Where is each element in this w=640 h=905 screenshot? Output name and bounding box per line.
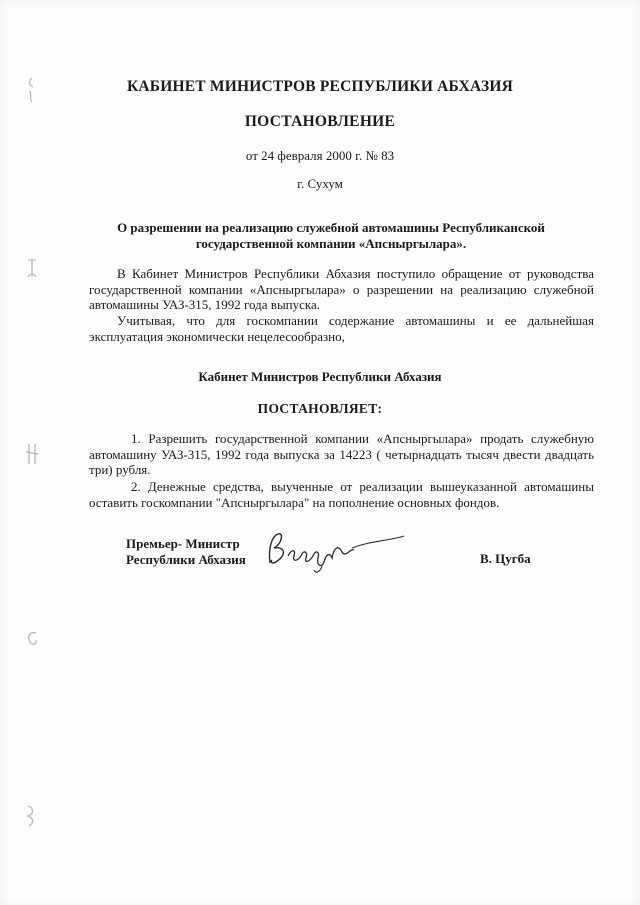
binding-mark-icon bbox=[20, 625, 44, 655]
binding-mark-icon bbox=[20, 800, 44, 830]
issuing-authority: КАБИНЕТ МИНИСТРОВ РЕСПУБЛИКИ АБХАЗИЯ bbox=[126, 78, 514, 95]
binding-mark-icon bbox=[20, 440, 44, 470]
resolving-body: Кабинет Министров Республики Абхазия bbox=[198, 369, 442, 384]
resolution-verb: ПОСТАНОВЛЯЕТ: bbox=[257, 401, 383, 416]
signatory-position bbox=[126, 536, 246, 568]
resolution-item: 2. Денежные средства, выученные от реализации вышеуказанной автомашины оставить госкомпании "Апсныргылара" на пополнение основных фондов. bbox=[89, 479, 594, 510]
document-city: г. Сухум bbox=[297, 176, 343, 191]
binding-mark-icon bbox=[20, 255, 44, 285]
document-date: от 24 февраля 2000 г. № 83 bbox=[245, 148, 395, 163]
document-subject: О разрешении на реализацию служебной автомашины Республиканской государственной компании «Апсныргылара». bbox=[117, 220, 545, 251]
position-line: Премьер- Министр bbox=[126, 536, 240, 551]
body-paragraph: В Кабинет Министров Республики Абхазия поступило обращение от руководства государственной компании «Апсныргылара» о разрешении на реализацию служебной автомашины УАЗ-315, 1992 года выпуска. bbox=[89, 266, 594, 312]
signatory-name: В. Цугба bbox=[480, 551, 531, 566]
signature-icon bbox=[262, 518, 412, 578]
position-line: Республики Абхазия bbox=[126, 552, 246, 567]
resolution-item: 1. Разрешить государственной компании «Апсныргылара» продать служебную автомашину УАЗ-315, 1992 года выпуска за 14223 ( четырнадцать тысяч двести двадцать три) рубля. bbox=[89, 431, 594, 477]
document-type: ПОСТАНОВЛЕНИЕ bbox=[244, 113, 396, 130]
body-paragraph: Учитывая, что для госкомпании содержание автомашины и ее дальнейшая эксплуатация экономически нецелесообразно, bbox=[89, 313, 594, 344]
